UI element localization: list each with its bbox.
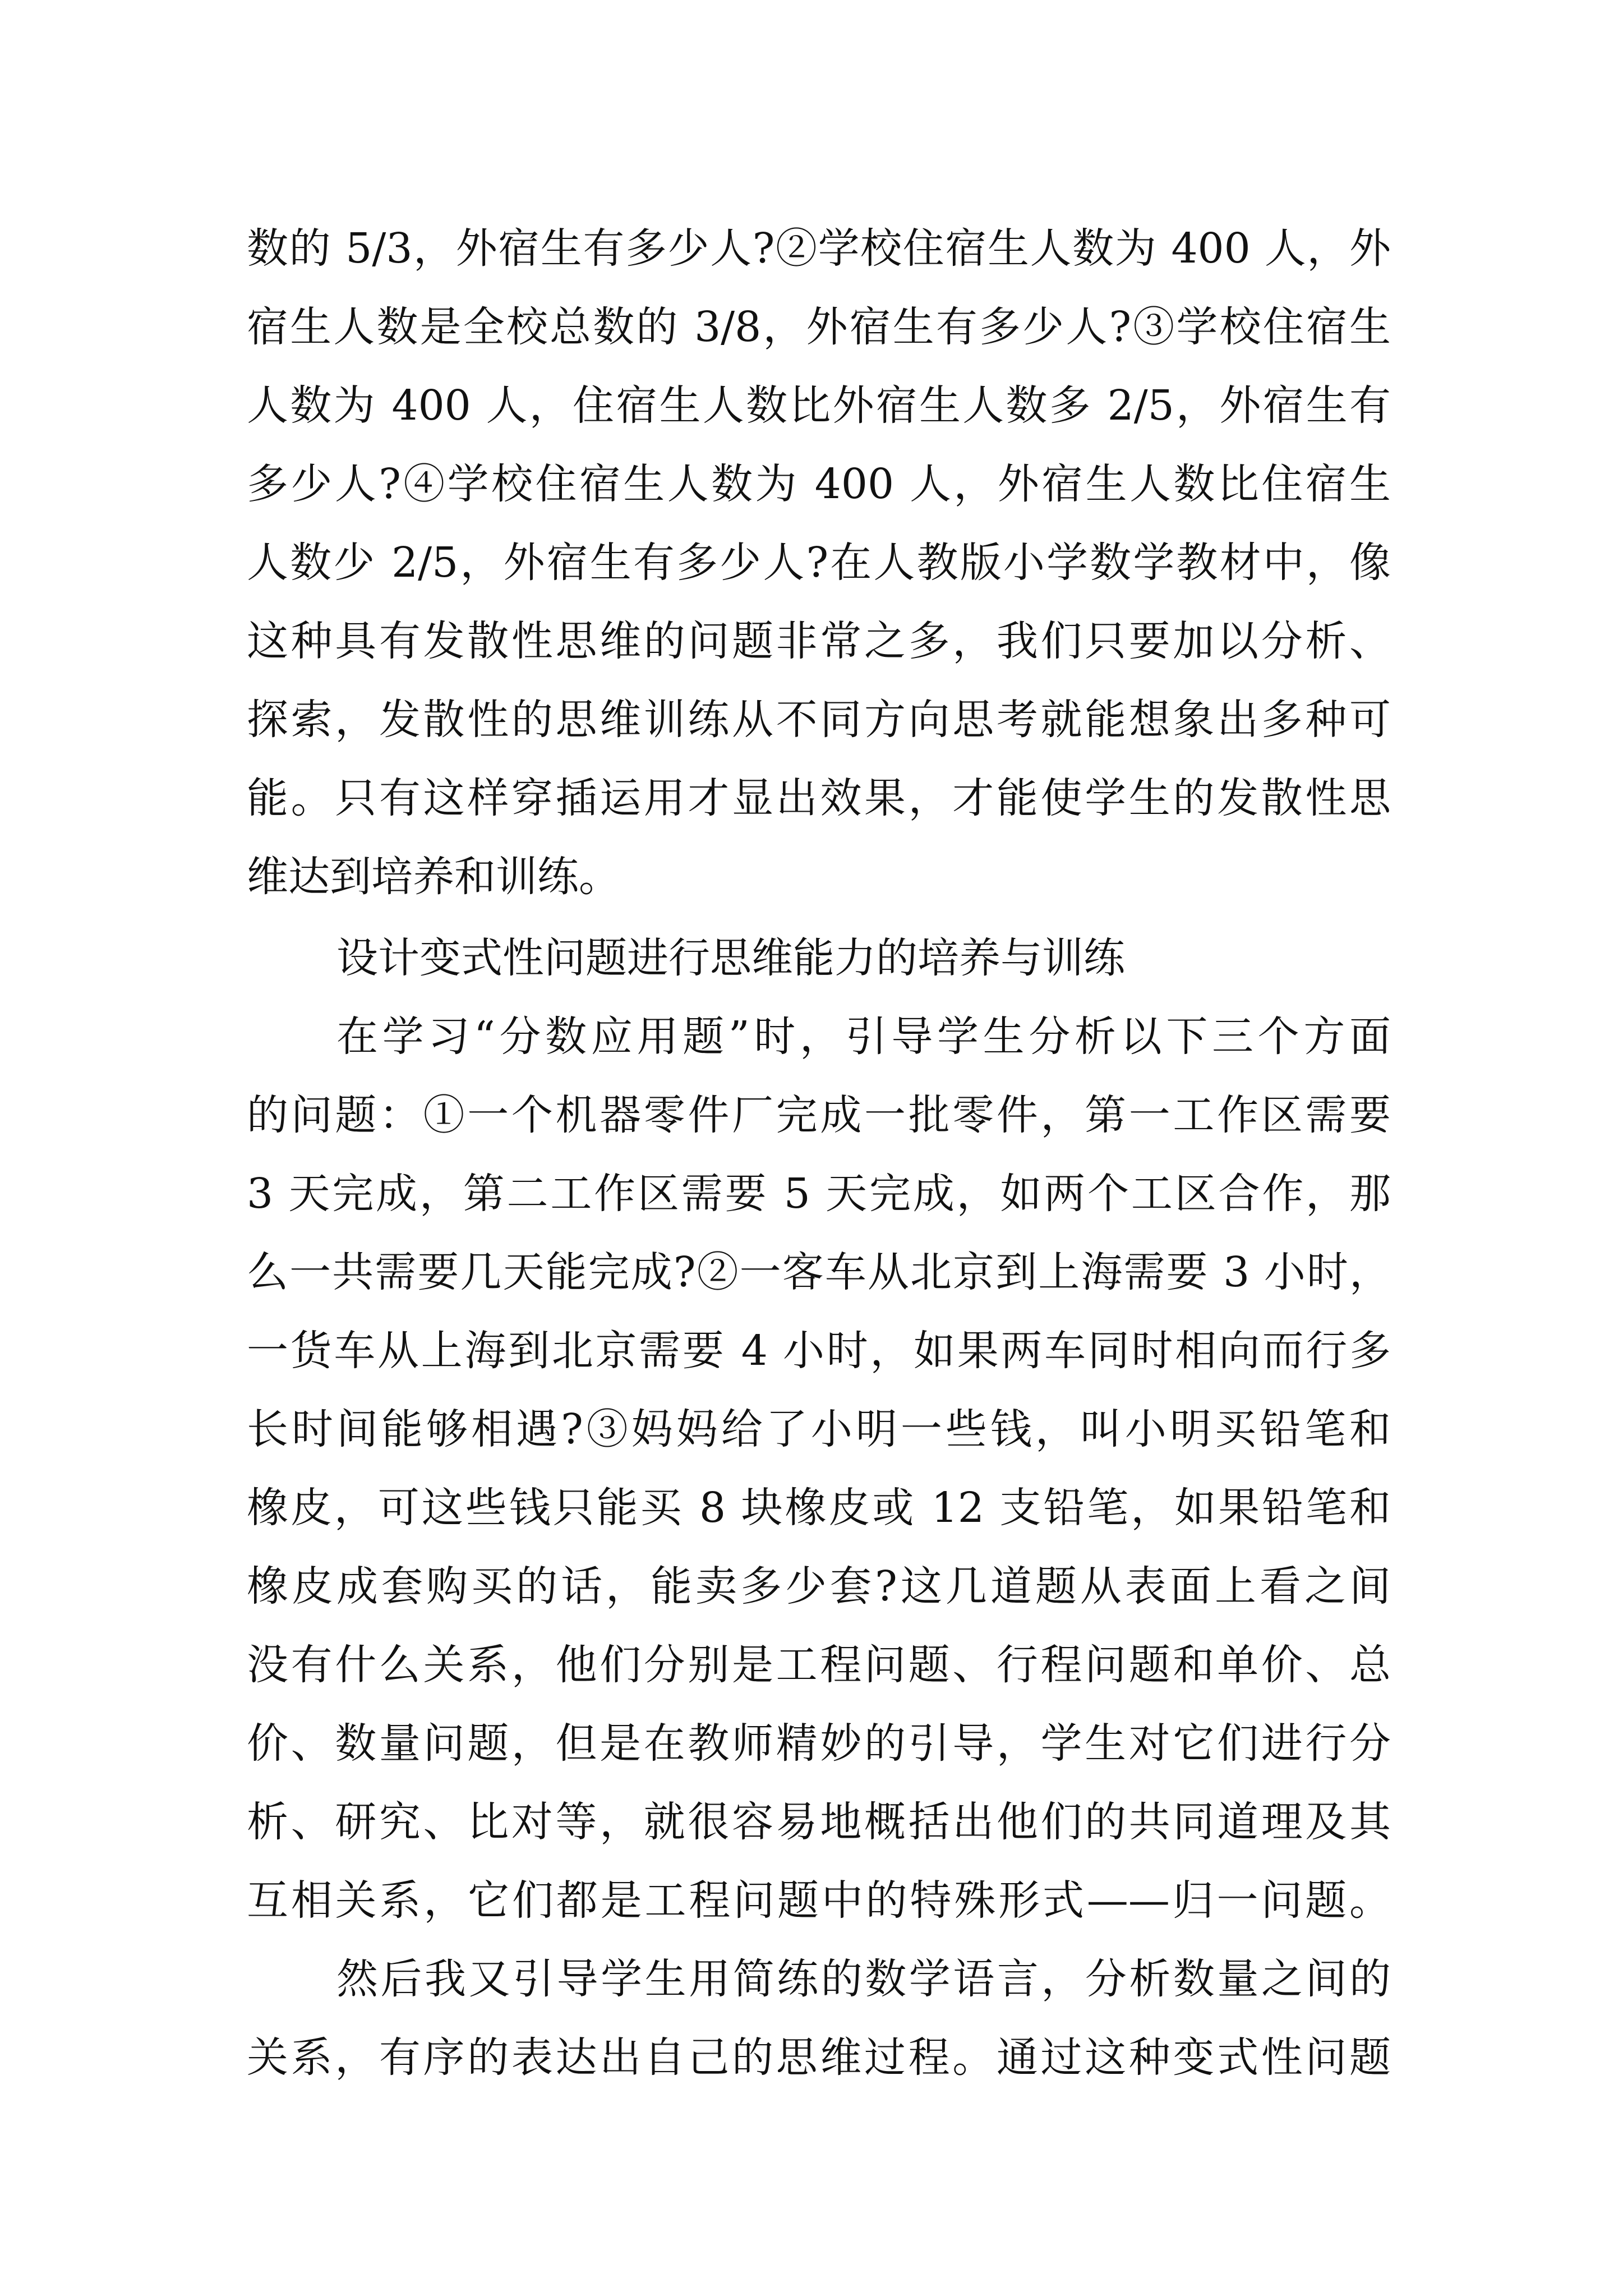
text-line: 一货车从上海到北京需要 4 小时，如果两车同时相向而行多 [247,1327,1391,1375]
text-line: 探索，发散性的思维训练从不同方向思考就能想象出多种可 [247,696,1391,744]
text-line: 人数为 400 人，住宿生人数比外宿生人数多 2/5，外宿生有 [247,381,1391,430]
text-line: 关系，有序的表达出自己的思维过程。通过这种变式性问题 [247,2033,1391,2082]
text-line: 析、研究、比对等，就很容易地概括出他们的共同道理及其 [247,1798,1391,1846]
text-line: 3 天完成，第二工作区需要 5 天完成，如两个工区合作，那 [247,1170,1391,1218]
text-line: 橡皮成套购买的话，能卖多少套?这几道题从表面上看之间 [247,1562,1391,1611]
text-line: 宿生人数是全校总数的 3/8，外宿生有多少人?③学校住宿生 [247,303,1391,351]
text-line: 然后我又引导学生用简练的数学语言，分析数量之间的 [336,1955,1391,2003]
text-line: 橡皮，可这些钱只能买 8 块橡皮或 12 支铅笔，如果铅笔和 [247,1484,1391,1532]
text-line: 长时间能够相遇?③妈妈给了小明一些钱，叫小明买铅笔和 [247,1405,1391,1453]
text-line: 的问题：①一个机器零件厂完成一批零件，第一工作区需要 [247,1091,1391,1139]
text-line: 价、数量问题，但是在教师精妙的引导，学生对它们进行分 [247,1719,1391,1768]
section-heading: 设计变式性问题进行思维能力的培养与训练 [336,934,1125,982]
text-line: 能。只有这样穿插运用才显出效果，才能使学生的发散性思 [247,774,1391,822]
text-line: 数的 5/3，外宿生有多少人?②学校住宿生人数为 400 人，外 [247,224,1391,273]
text-line: 人数少 2/5，外宿生有多少人?在人教版小学数学教材中，像 [247,539,1391,587]
text-line: 这种具有发散性思维的问题非常之多，我们只要加以分析、 [247,617,1391,665]
text-line: 互相关系，它们都是工程问题中的特殊形式——归一问题。 [247,1876,1391,1925]
text-line: 么一共需要几天能完成?②一客车从北京到上海需要 3 小时， [247,1248,1391,1296]
text-line: 在学习“分数应用题”时，引导学生分析以下三个方面 [336,1013,1391,1061]
text-line: 多少人?④学校住宿生人数为 400 人，外宿生人数比住宿生 [247,460,1391,508]
text-line: 没有什么关系，他们分别是工程问题、行程问题和单价、总 [247,1641,1391,1689]
text-line: 维达到培养和训练。 [247,853,620,901]
